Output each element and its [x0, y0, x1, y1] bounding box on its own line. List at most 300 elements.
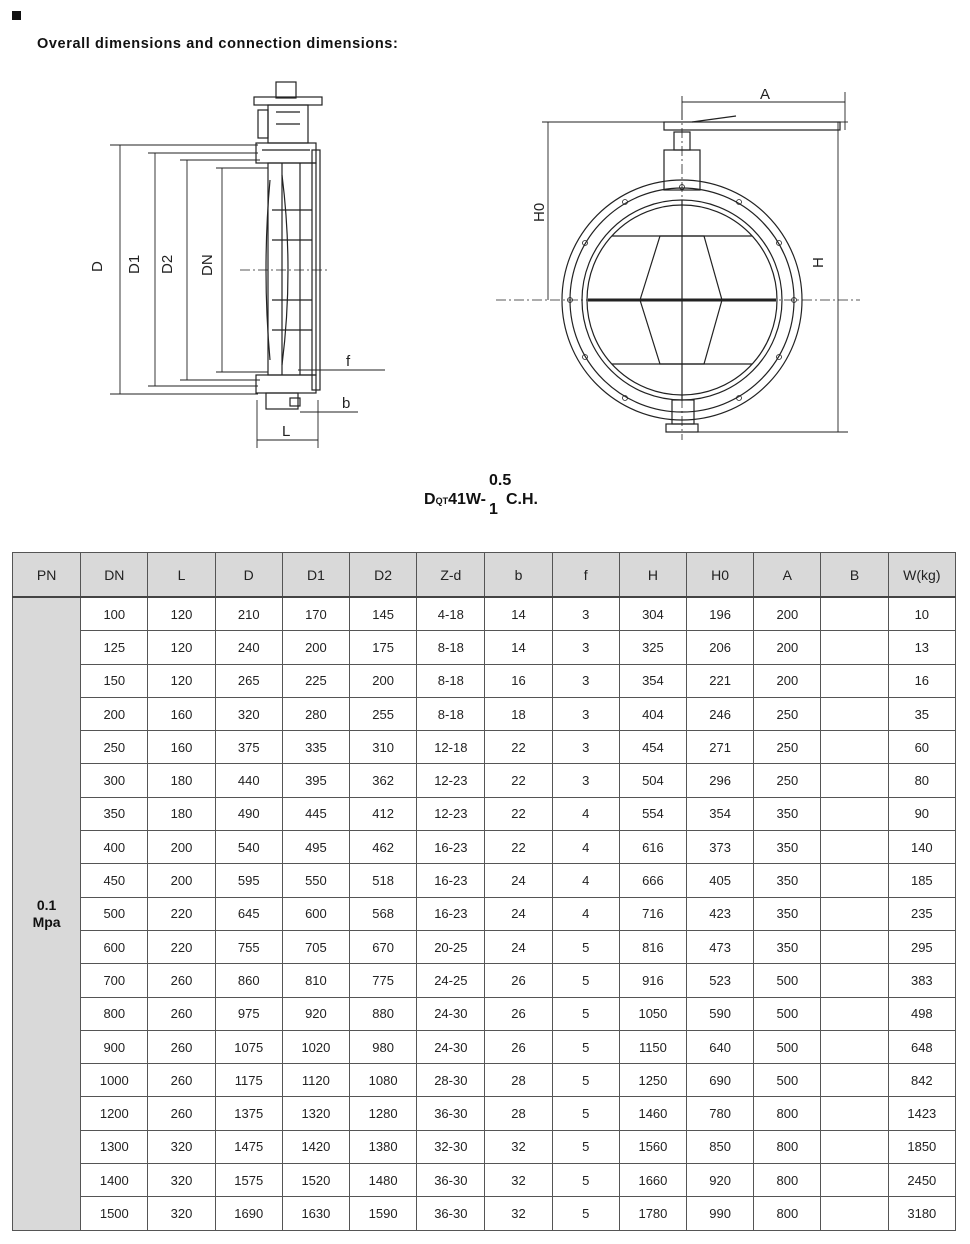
table-cell: 500	[754, 1064, 821, 1097]
dimension-drawing	[0, 0, 970, 480]
table-cell: 350	[81, 797, 148, 830]
table-cell: 1020	[282, 1030, 349, 1063]
table-cell: 16-23	[417, 864, 485, 897]
table-cell: 2450	[888, 1164, 955, 1197]
table-cell: 225	[282, 664, 349, 697]
table-cell: 335	[282, 731, 349, 764]
table-cell: 1460	[619, 1097, 686, 1130]
table-cell: 320	[215, 697, 282, 730]
label-a: A	[760, 86, 771, 103]
column-header: D1	[282, 553, 349, 598]
table-cell: 1500	[81, 1197, 148, 1230]
pn-value: 0.1	[36, 896, 57, 913]
model-prefix: D	[424, 491, 436, 508]
table-cell: 26	[485, 964, 552, 997]
table-cell: 300	[81, 764, 148, 797]
table-cell: 500	[81, 897, 148, 930]
table-cell: 405	[687, 864, 754, 897]
column-header: PN	[13, 553, 81, 598]
table-cell: 350	[754, 897, 821, 930]
table-cell	[821, 1130, 888, 1163]
table-cell: 350	[754, 864, 821, 897]
table-cell: 5	[552, 930, 619, 963]
table-cell: 916	[619, 964, 686, 997]
table-row	[13, 864, 956, 897]
label-l: L	[282, 423, 291, 440]
table-cell	[821, 597, 888, 631]
table-cell: 36-30	[417, 1164, 485, 1197]
table-cell: 755	[215, 930, 282, 963]
table-cell: 175	[350, 631, 417, 664]
table-cell: 1630	[282, 1197, 349, 1230]
table-cell: 16-23	[417, 831, 485, 864]
table-cell: 462	[350, 831, 417, 864]
table-cell	[821, 1097, 888, 1130]
table-cell: 220	[148, 897, 215, 930]
table-cell: 3	[552, 631, 619, 664]
table-cell: 125	[81, 631, 148, 664]
table-cell: 35	[888, 697, 955, 730]
table-row	[13, 831, 956, 864]
table-cell: 1200	[81, 1097, 148, 1130]
table-cell: 800	[754, 1097, 821, 1130]
table-cell: 1420	[282, 1130, 349, 1163]
column-header: DN	[81, 553, 148, 598]
table-cell: 250	[754, 764, 821, 797]
label-b: b	[342, 395, 351, 412]
table-cell: 32-30	[417, 1130, 485, 1163]
table-cell: 1575	[215, 1164, 282, 1197]
table-row	[13, 664, 956, 697]
table-cell: 200	[754, 664, 821, 697]
pn-cell	[13, 597, 81, 1230]
model-denominator: 1	[488, 501, 498, 518]
table-cell: 200	[148, 864, 215, 897]
table-cell: 1850	[888, 1130, 955, 1163]
table-cell: 616	[619, 831, 686, 864]
table-cell: 24-30	[417, 997, 485, 1030]
table-cell: 5	[552, 997, 619, 1030]
table-cell: 842	[888, 1064, 955, 1097]
column-header: b	[485, 553, 552, 598]
table-cell: 354	[619, 664, 686, 697]
table-cell: 24-30	[417, 1030, 485, 1063]
table-cell: 454	[619, 731, 686, 764]
table-cell: 800	[754, 1130, 821, 1163]
table-cell: 32	[485, 1130, 552, 1163]
table-cell: 1080	[350, 1064, 417, 1097]
model-subscript: QT	[435, 496, 449, 506]
table-cell: 196	[687, 597, 754, 631]
column-header: H	[619, 553, 686, 598]
table-cell: 4	[552, 831, 619, 864]
table-row	[13, 797, 956, 830]
table-cell: 260	[148, 1064, 215, 1097]
table-cell: 255	[350, 697, 417, 730]
table-cell: 590	[687, 997, 754, 1030]
table-row	[13, 731, 956, 764]
table-cell: 22	[485, 797, 552, 830]
table-cell: 325	[619, 631, 686, 664]
table-cell: 504	[619, 764, 686, 797]
table-cell: 10	[888, 597, 955, 631]
table-cell: 3	[552, 597, 619, 631]
model-fraction	[486, 472, 512, 518]
table-cell: 120	[148, 631, 215, 664]
table-cell: 473	[687, 930, 754, 963]
table-cell: 666	[619, 864, 686, 897]
table-row	[13, 1097, 956, 1130]
label-d1: D1	[126, 254, 143, 274]
table-cell: 120	[148, 664, 215, 697]
table-cell: 554	[619, 797, 686, 830]
table-cell: 1660	[619, 1164, 686, 1197]
table-cell: 860	[215, 964, 282, 997]
table-cell: 800	[81, 997, 148, 1030]
table-cell: 498	[888, 997, 955, 1030]
table-cell: 180	[148, 764, 215, 797]
table-cell: 200	[282, 631, 349, 664]
table-cell: 26	[485, 997, 552, 1030]
table-cell: 24	[485, 930, 552, 963]
table-cell: 24-25	[417, 964, 485, 997]
table-cell: 8-18	[417, 697, 485, 730]
model-code	[424, 472, 538, 518]
table-cell	[821, 631, 888, 664]
table-cell: 350	[754, 797, 821, 830]
table-cell: 260	[148, 964, 215, 997]
table-cell: 5	[552, 964, 619, 997]
table-cell: 200	[754, 597, 821, 631]
table-cell: 12-18	[417, 731, 485, 764]
section-heading: Overall dimensions and connection dimensions:	[37, 36, 399, 52]
table-cell: 595	[215, 864, 282, 897]
table-cell: 185	[888, 864, 955, 897]
table-row	[13, 631, 956, 664]
table-cell: 1423	[888, 1097, 955, 1130]
label-h0: H0	[531, 202, 548, 222]
table-cell: 1690	[215, 1197, 282, 1230]
table-row	[13, 997, 956, 1030]
table-cell: 24	[485, 897, 552, 930]
label-f: f	[346, 353, 351, 370]
table-cell: 523	[687, 964, 754, 997]
table-cell: 1280	[350, 1097, 417, 1130]
table-cell: 568	[350, 897, 417, 930]
table-cell: 145	[350, 597, 417, 631]
table-cell: 395	[282, 764, 349, 797]
table-cell: 4-18	[417, 597, 485, 631]
table-cell	[821, 1064, 888, 1097]
table-cell: 206	[687, 631, 754, 664]
table-cell: 1050	[619, 997, 686, 1030]
table-cell: 16-23	[417, 897, 485, 930]
column-header: D	[215, 553, 282, 598]
table-cell: 36-30	[417, 1097, 485, 1130]
table-cell: 354	[687, 797, 754, 830]
table-cell: 5	[552, 1197, 619, 1230]
table-cell: 14	[485, 631, 552, 664]
table-cell	[821, 964, 888, 997]
table-cell: 160	[148, 697, 215, 730]
table-cell: 32	[485, 1197, 552, 1230]
model-code-main: 41W-	[448, 491, 486, 508]
table-cell: 690	[687, 1064, 754, 1097]
table-row	[13, 1164, 956, 1197]
table-cell: 265	[215, 664, 282, 697]
table-cell: 1475	[215, 1130, 282, 1163]
table-cell: 5	[552, 1030, 619, 1063]
label-h: H	[810, 257, 827, 268]
table-row	[13, 697, 956, 730]
table-cell: 920	[282, 997, 349, 1030]
table-row	[13, 597, 956, 631]
table-cell: 350	[754, 930, 821, 963]
table-cell: 28-30	[417, 1064, 485, 1097]
table-cell: 780	[687, 1097, 754, 1130]
table-cell: 60	[888, 731, 955, 764]
table-cell: 250	[81, 731, 148, 764]
table-cell	[821, 797, 888, 830]
column-header: L	[148, 553, 215, 598]
table-cell: 221	[687, 664, 754, 697]
table-cell: 3	[552, 731, 619, 764]
table-cell: 705	[282, 930, 349, 963]
model-suffix: C.H.	[505, 491, 538, 508]
table-cell: 304	[619, 597, 686, 631]
table-cell: 28	[485, 1097, 552, 1130]
table-cell: 1175	[215, 1064, 282, 1097]
table-row	[13, 1064, 956, 1097]
table-cell: 100	[81, 597, 148, 631]
table-cell: 296	[687, 764, 754, 797]
table-cell: 900	[81, 1030, 148, 1063]
table-cell: 5	[552, 1097, 619, 1130]
table-body	[13, 597, 956, 1230]
table-cell: 28	[485, 1064, 552, 1097]
table-cell: 1560	[619, 1130, 686, 1163]
table-cell: 980	[350, 1030, 417, 1063]
table-cell: 850	[687, 1130, 754, 1163]
table-cell: 540	[215, 831, 282, 864]
table-cell: 880	[350, 997, 417, 1030]
table-cell: 160	[148, 731, 215, 764]
table-cell: 800	[754, 1164, 821, 1197]
model-numerator: 0.5	[488, 472, 512, 489]
table-row	[13, 1030, 956, 1063]
table-cell	[821, 731, 888, 764]
table-cell: 271	[687, 731, 754, 764]
table-cell: 200	[350, 664, 417, 697]
table-cell: 490	[215, 797, 282, 830]
table-row	[13, 964, 956, 997]
table-cell: 20-25	[417, 930, 485, 963]
table-cell: 295	[888, 930, 955, 963]
column-header: D2	[350, 553, 417, 598]
table-cell: 440	[215, 764, 282, 797]
table-cell	[821, 1197, 888, 1230]
table-cell: 310	[350, 731, 417, 764]
table-cell: 200	[148, 831, 215, 864]
table-cell: 24	[485, 864, 552, 897]
column-header: H0	[687, 553, 754, 598]
table-cell: 200	[81, 697, 148, 730]
table-cell: 16	[485, 664, 552, 697]
table-cell: 13	[888, 631, 955, 664]
table-cell: 3180	[888, 1197, 955, 1230]
table-cell: 373	[687, 831, 754, 864]
table-cell: 1300	[81, 1130, 148, 1163]
front-view-valve-icon	[562, 116, 840, 432]
table-cell: 18	[485, 697, 552, 730]
table-cell	[821, 831, 888, 864]
table-cell: 1150	[619, 1030, 686, 1063]
table-cell: 1520	[282, 1164, 349, 1197]
table-cell: 500	[754, 1030, 821, 1063]
table-cell: 5	[552, 1064, 619, 1097]
side-view-valve-icon	[254, 82, 322, 409]
table-cell: 320	[148, 1130, 215, 1163]
table-cell: 500	[754, 964, 821, 997]
table-cell: 1590	[350, 1197, 417, 1230]
table-cell: 375	[215, 731, 282, 764]
table-cell: 810	[282, 964, 349, 997]
table-cell: 645	[215, 897, 282, 930]
table-cell: 404	[619, 697, 686, 730]
table-cell: 320	[148, 1164, 215, 1197]
table-cell: 36-30	[417, 1197, 485, 1230]
table-cell: 240	[215, 631, 282, 664]
table-cell: 4	[552, 864, 619, 897]
table-cell: 12-23	[417, 764, 485, 797]
column-header: Z-d	[417, 553, 485, 598]
table-row	[13, 930, 956, 963]
table-cell: 990	[687, 1197, 754, 1230]
table-row	[13, 764, 956, 797]
table-cell: 816	[619, 930, 686, 963]
table-cell: 648	[888, 1030, 955, 1063]
table-cell: 495	[282, 831, 349, 864]
table-cell: 445	[282, 797, 349, 830]
table-cell: 8-18	[417, 664, 485, 697]
table-cell: 200	[754, 631, 821, 664]
table-cell: 716	[619, 897, 686, 930]
table-cell: 518	[350, 864, 417, 897]
label-d: D	[89, 261, 106, 272]
table-cell: 775	[350, 964, 417, 997]
table-cell	[821, 897, 888, 930]
table-cell: 235	[888, 897, 955, 930]
pn-unit: Mpa	[32, 913, 61, 930]
table-cell: 412	[350, 797, 417, 830]
table-cell: 1375	[215, 1097, 282, 1130]
table-cell: 550	[282, 864, 349, 897]
table-cell	[821, 1030, 888, 1063]
table-cell	[821, 997, 888, 1030]
table-cell: 5	[552, 1164, 619, 1197]
table-cell: 600	[81, 930, 148, 963]
table-cell: 450	[81, 864, 148, 897]
table-cell: 32	[485, 1164, 552, 1197]
table-cell: 80	[888, 764, 955, 797]
table-row	[13, 1130, 956, 1163]
table-cell	[821, 697, 888, 730]
table-row	[13, 1197, 956, 1230]
table-cell: 3	[552, 764, 619, 797]
table-cell: 800	[754, 1197, 821, 1230]
table-cell: 362	[350, 764, 417, 797]
table-cell: 14	[485, 597, 552, 631]
table-cell: 180	[148, 797, 215, 830]
table-cell: 8-18	[417, 631, 485, 664]
table-cell: 250	[754, 697, 821, 730]
table-header-row	[13, 553, 956, 598]
column-header: f	[552, 553, 619, 598]
table-cell: 600	[282, 897, 349, 930]
table-cell: 260	[148, 1030, 215, 1063]
column-header: B	[821, 553, 888, 598]
table-cell: 250	[754, 731, 821, 764]
table-cell: 26	[485, 1030, 552, 1063]
table-cell: 400	[81, 831, 148, 864]
table-cell: 4	[552, 797, 619, 830]
table-cell: 500	[754, 997, 821, 1030]
table-cell: 140	[888, 831, 955, 864]
table-cell	[821, 764, 888, 797]
table-cell: 1250	[619, 1064, 686, 1097]
table-cell: 320	[148, 1197, 215, 1230]
table-cell: 150	[81, 664, 148, 697]
table-cell: 210	[215, 597, 282, 631]
table-cell: 120	[148, 597, 215, 631]
table-cell	[821, 1164, 888, 1197]
table-cell: 975	[215, 997, 282, 1030]
table-cell: 12-23	[417, 797, 485, 830]
table-cell: 22	[485, 831, 552, 864]
dimensions-table	[12, 552, 956, 1231]
table-row	[13, 897, 956, 930]
table-cell: 280	[282, 697, 349, 730]
table-cell: 920	[687, 1164, 754, 1197]
table-cell: 260	[148, 1097, 215, 1130]
table-cell: 22	[485, 764, 552, 797]
table-cell: 1400	[81, 1164, 148, 1197]
table-cell: 170	[282, 597, 349, 631]
table-cell: 1120	[282, 1064, 349, 1097]
table-cell: 350	[754, 831, 821, 864]
label-dn: DN	[199, 254, 216, 276]
table-cell: 1000	[81, 1064, 148, 1097]
table-cell: 260	[148, 997, 215, 1030]
table-cell: 220	[148, 930, 215, 963]
table-cell: 5	[552, 1130, 619, 1163]
table-cell: 90	[888, 797, 955, 830]
table-cell	[821, 930, 888, 963]
label-d2: D2	[159, 254, 176, 274]
table-cell: 16	[888, 664, 955, 697]
column-header: W(kg)	[888, 553, 955, 598]
table-cell: 640	[687, 1030, 754, 1063]
table-cell: 3	[552, 664, 619, 697]
table-cell: 22	[485, 731, 552, 764]
table-cell	[821, 864, 888, 897]
table-cell: 1075	[215, 1030, 282, 1063]
table-cell: 1380	[350, 1130, 417, 1163]
table-cell: 423	[687, 897, 754, 930]
table-cell: 1780	[619, 1197, 686, 1230]
table-cell	[821, 664, 888, 697]
table-cell: 246	[687, 697, 754, 730]
